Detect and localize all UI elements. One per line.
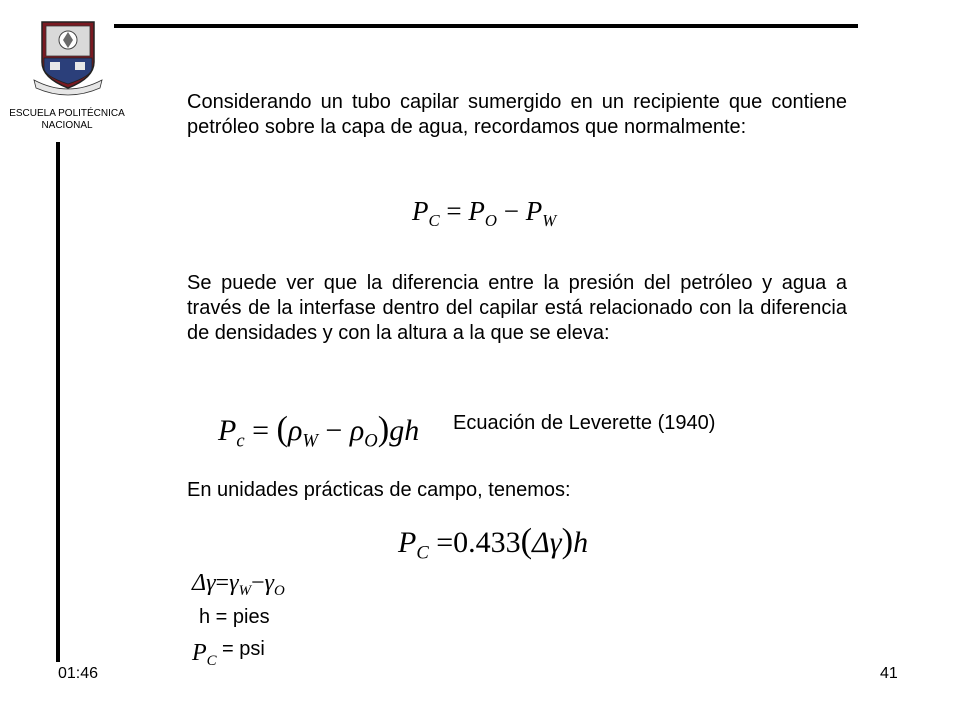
eq4-op: = (215, 570, 230, 596)
eq2-lhs-sub: c (236, 430, 245, 452)
unit-h: h = pies (199, 606, 270, 628)
paragraph-explanation: Se puede ver que la diferencia entre la presión del petróleo y agua a través de la interfase dentro del capilar está relacionado con la diferencia de densidades y con la altura a la que se eleva: (187, 272, 847, 344)
top-rule (114, 24, 858, 28)
unit-pc-symbol (192, 640, 217, 670)
school-name (0, 108, 134, 132)
eq4-g2-sub: O (273, 583, 285, 600)
eq3-tail: h (573, 526, 589, 559)
equation-leverett (218, 410, 419, 453)
side-rule (56, 142, 60, 662)
eq2-minus: − (325, 414, 343, 447)
crest-logo-icon (30, 18, 106, 96)
eq2-lhs: P (218, 414, 237, 447)
eq4-g2: γ (264, 570, 274, 596)
eq4-g1: γ (229, 570, 239, 596)
paragraph-intro: Considerando un tubo capilar sumergido en un recipiente que contiene petróleo sobre la capa de agua, recordamos que normalmente: (187, 91, 847, 138)
eq3-op: = (436, 526, 454, 559)
eq2-open: ( (276, 410, 289, 448)
unit-pc: = psi (222, 638, 265, 660)
equation-caption: Ecuación de Leverette (1940) (453, 412, 716, 434)
eq1-lhs-sub: C (428, 210, 440, 230)
footer-time: 01:46 (58, 665, 99, 682)
eq2-tail: gh (389, 414, 420, 447)
eq3-open: ( (520, 522, 533, 560)
eq1-minus: − (503, 196, 519, 226)
unit-pc-sub: C (206, 653, 217, 670)
eq1-t1: P (468, 196, 485, 226)
eq2-rho2: ρ (349, 414, 365, 447)
page-number: 41 (880, 665, 898, 682)
eq3-lhs-sub: C (416, 542, 429, 564)
eq2-rho1: ρ (288, 414, 303, 447)
eq2-op: = (252, 414, 270, 447)
eq4-g1-sub: W (238, 583, 251, 600)
equation-field-units (398, 522, 588, 565)
eq2-rho2-sub: O (364, 430, 378, 452)
eq2-rho1-sub: W (302, 430, 318, 452)
eq4-minus: − (250, 570, 265, 596)
school-name-line1: ESCUELA POLITÉCNICA (9, 108, 125, 119)
eq1-t2-sub: W (542, 210, 557, 230)
eq3-dg: Δγ (532, 526, 562, 559)
eq1-lhs: P (412, 196, 429, 226)
equation-delta-gamma (192, 570, 285, 600)
school-name-line2: NACIONAL (41, 120, 93, 131)
eq3-lhs: P (398, 526, 417, 559)
eq3-coef: 0.433 (453, 526, 521, 559)
eq1-t2: P (525, 196, 543, 226)
eq1-t1-sub: O (484, 210, 497, 230)
paragraph-units: En unidades prácticas de campo, tenemos: (187, 479, 571, 501)
equation-capillary-pressure (412, 196, 556, 231)
unit-pc-p: P (192, 640, 207, 666)
eq2-close: ) (377, 410, 390, 448)
eq1-op: = (446, 196, 462, 226)
eq4-dg: Δγ (192, 570, 216, 596)
eq3-close: ) (561, 522, 574, 560)
